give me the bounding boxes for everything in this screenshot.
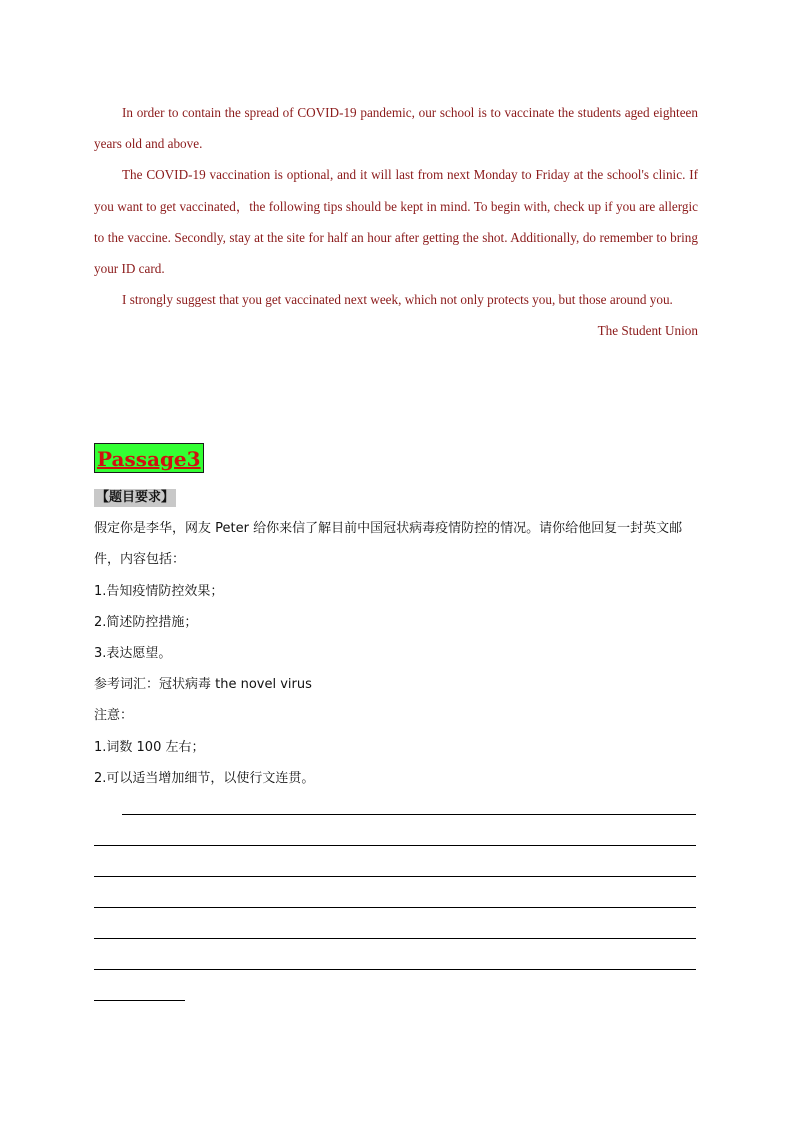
answer-line[interactable] — [94, 969, 696, 970]
answer-line[interactable] — [122, 814, 696, 815]
essay-paragraph: The COVID-19 vaccination is optional, and it will last from next Monday to Friday at the school's clinic. If you want to get vaccinated，the following tips should be kept in mind. To begin with, check up if you are allergic to the vaccine. Secondly, stay at the site for half an hour after getting the shot. Additionally, do remember to bring your ID card. — [94, 167, 698, 277]
requirement-label-line — [94, 482, 698, 513]
answer-line[interactable] — [94, 845, 696, 846]
answer-line[interactable] — [94, 1000, 185, 1001]
requirement-label: 【题目要求】 — [96, 490, 175, 505]
content-point: 3.表达愿望。 — [94, 646, 172, 662]
note-item: 2.可以适当增加细节，以使行文连贯。 — [94, 770, 315, 786]
essay-paragraph: In order to contain the spread of COVID-19 pandemic, our school is to vaccinate the students aged eighteen years old and above. — [94, 105, 698, 152]
passage-heading: Passage3 — [94, 443, 204, 473]
answer-line[interactable] — [94, 938, 696, 939]
vocabulary-hint: 参考词汇：冠状病毒 the novel virus — [94, 677, 312, 693]
answer-line[interactable] — [94, 907, 696, 908]
note-item: 1.词数 100 左右； — [94, 739, 205, 755]
answer-line[interactable] — [94, 876, 696, 877]
content-point: 2.简述防控措施； — [94, 614, 198, 630]
essay-signature: The Student Union — [597, 323, 698, 339]
content-point: 1.告知疫情防控效果； — [94, 583, 224, 599]
essay-paragraph: I strongly suggest that you get vaccinated next week, which not only protects you, but those around you. — [122, 292, 673, 308]
task-prompt: 假定你是李华，网友 Peter 给你来信了解目前中国冠状病毒疫情防控的情况。请你给他回复一封英文邮件，内容包括： — [94, 521, 683, 568]
sample-essay — [94, 97, 698, 347]
writing-task — [94, 482, 698, 794]
notes-label: 注意： — [94, 708, 134, 724]
